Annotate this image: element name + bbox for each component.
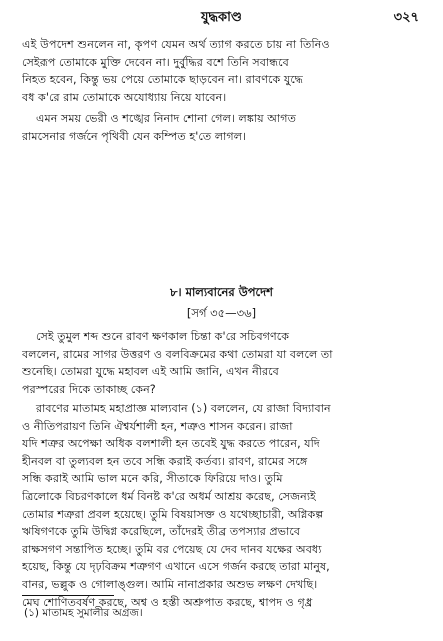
footnote: (১) মাতামহ সুমালীর অগ্রজ। [24, 607, 143, 619]
text-line: তোমার শত্রুরা প্রবল হয়েছে। তুমি বিষয়াসক্ত ও যথেচ্ছাচারী, অগ্নিকল্প [22, 507, 324, 521]
section-heading: ৮। মাল্যবানের উপদেশ [170, 285, 273, 299]
text-line: রাবণের মাতামহ মহাপ্রাজ্ঞ মাল্যবান (১) বললেন, যে রাজা বিদ্যাবান [36, 402, 331, 415]
text-line: ও নীতিপরায়ণ তিনি ঐশ্বর্যশালী হন, শত্রুও শাসন করেন। রাজা [22, 419, 293, 433]
text-line: ঋষিগণকে তুমি উদ্বিগ্ন করেছিলে, তাঁদেরই তীব্র তপস্যার প্রভাবে [22, 525, 301, 539]
paragraph-1 [22, 36, 422, 106]
text-line: বললেন, রামের সাগর উত্তরণ ও বলবিক্রমের কথা তোমরা যা বললে তা [22, 347, 333, 361]
paragraph-3 [22, 328, 422, 398]
text-line: বধ ক'রে রাম তোমাকে অযোধ্যায় নিয়ে যাবেন। [22, 90, 227, 104]
text-line: রামসেনার গর্জনে পৃথিবী যেন কম্পিত হ'তে লাগল। [22, 129, 247, 143]
text-line: রাক্ষসগণ সন্তাপিত হচ্ছে। তুমি বর পেয়েছ যে দেব দানব যক্ষের অবধ্য [22, 542, 322, 556]
text-line: এই উপদেশ শুনলেন না, কৃপণ যেমন অর্থ ত্যাগ করতে চায় না তিনিও [22, 38, 330, 51]
running-title: যুদ্ধকাণ্ড [201, 10, 242, 25]
text-line: হীনবল বা তুল্যবল হন তবে সন্ধি করাই কর্তব্য। রাবণ, রামের সঙ্গে [22, 454, 308, 468]
sarga-reference: [সর্গ ৩৫—৩৬] [186, 306, 257, 320]
text-line: সেইরূপ তোমাকে মুক্তি দেবেন না। দুর্বুদ্ধির বশে তিনি সবান্ধবে [22, 55, 289, 69]
text-line: যদি শত্রুর অপেক্ষা অধিক বলশালী হন তবেই যুদ্ধ করতে পারেন, যদি [22, 437, 320, 451]
paragraph-2 [22, 110, 422, 145]
text-line: হয়েছ, কিন্তু যে দৃঢ়বিক্রম শত্রুগণ এখানে এসে গর্জন করছে তারা মানুষ, [22, 560, 330, 574]
page-number: ৩২৭ [393, 10, 419, 25]
footnote-divider [22, 595, 114, 596]
text-line: মেঘ শোণিতবর্ষণ করছে, অশ্ব ও হস্তী অশ্রুপাত করছে, শ্বাপদ ও গৃধ্র [22, 595, 313, 609]
paragraph-4 [22, 400, 422, 611]
text-line: সেই তুমুল শব্দ শুনে রাবণ ক্ষণকাল চিন্তা ক'রে সচিবগণকে [36, 330, 290, 343]
text-line: এমন সময় ভেরী ও শঙ্খের নিনাদ শোনা গেল। লঙ্কায় আগত [36, 112, 297, 125]
text-line: সন্ধি করাই আমি ভাল মনে করি, সীতাকে ফিরিয়ে দাও। তুমি [22, 472, 283, 486]
page-header [0, 8, 443, 28]
text-line: বানর, ভল্লুক ও গোলাঙ্গুল। আমি নানাপ্রকার অশুভ লক্ষণ দেখছি। [22, 577, 318, 591]
text-line: নিহত হবেন, কিন্তু ভয় পেয়ে তোমাকে ছাড়বেন না। রাবণকে যুদ্ধে [22, 73, 304, 87]
text-line: ত্রিলোকে বিচরণকালে ধর্ম বিনষ্ট ক'রে অধর্ম আশ্রয় করেছ, সেজন্যই [22, 489, 316, 503]
text-line: পরস্পরের দিকে তাকাচ্ছ কেন? [22, 382, 156, 396]
text-line: শুনেছি। তোমরা যুদ্ধে মহাবল এই আমি জানি, এখন নীরবে [22, 365, 279, 379]
